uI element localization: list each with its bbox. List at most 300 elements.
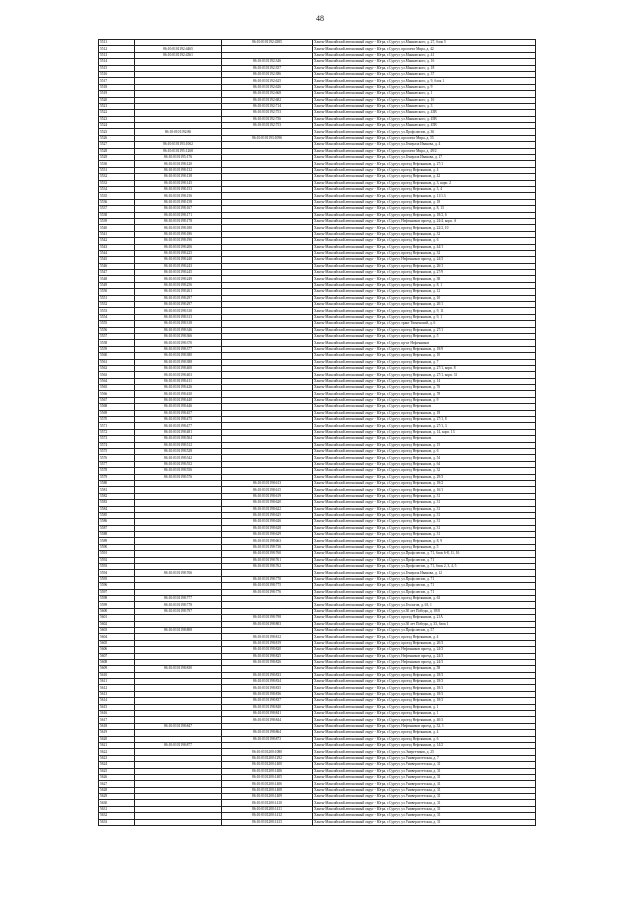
- cadastral-number-cell: 86:10:0101198:370: [135, 340, 222, 346]
- address-cell: Ханты-Мансийский автономный округ - Югра, г.Сургут, проезд Нефтяников, д. 27/1: [313, 327, 536, 333]
- row-number-cell: 5567: [99, 397, 135, 403]
- row-number-cell: 5543: [99, 244, 135, 250]
- address-cell: Ханты-Мансийский автономный округ - Югра, г.Сургут, проезд Нефтяников, д. 22/2, 10: [313, 225, 536, 231]
- row-number-cell: 5521: [99, 103, 135, 109]
- row-number-cell: 5623: [99, 755, 135, 761]
- cadastral-number-cell: 86:10:0101192:4361: [135, 52, 222, 58]
- row-number-cell: 5525: [99, 129, 135, 135]
- cadastral-number-cell: 86:10:0101198:446: [135, 404, 222, 410]
- row-number-cell: 5559: [99, 346, 135, 352]
- row-number-cell: 5539: [99, 218, 135, 224]
- building-cadastral-number-cell: 86:10:0101200:1406: [222, 781, 313, 787]
- row-number-cell: 5587: [99, 525, 135, 531]
- address-cell: Ханты-Мансийский автономный округ - Югра, г.Сургут, ул.Университетская, д. 31: [313, 787, 536, 793]
- row-number-cell: 5564: [99, 378, 135, 384]
- cadastral-number-cell: 86:10:0101198:430: [135, 391, 222, 397]
- address-cell: Ханты-Мансийский автономный округ - Югра, г.Сургут, проезд Нефтяников, д. 10: [313, 295, 536, 301]
- building-cadastral-number-cell: 86:10:0101200:1410: [222, 800, 313, 806]
- address-cell: Ханты-Мансийский автономный округ - Югра, г.Сургут, проезд Нефтяников, д. 27/1: [313, 161, 536, 167]
- address-cell: Ханты-Мансийский автономный округ - Югра, г.Сургут, проезд Нефтяников, д. 11/1.3: [313, 193, 536, 199]
- row-number-cell: 5552: [99, 302, 135, 308]
- address-cell: Ханты-Мансийский автономный округ - Югра, г.Сургут, проезд Нефтяников, д. 58: [313, 666, 536, 672]
- address-cell: Ханты-Мансийский автономный округ - Югра, г.Сургут, ул.Маяковского, д. 16: [313, 59, 536, 65]
- row-number-cell: 5575: [99, 449, 135, 455]
- row-number-cell: 5582: [99, 493, 135, 499]
- address-cell: Ханты-Мансийский автономный округ - Югра, г.Сургут, проезд Нефтяников, д. 8, 1: [313, 282, 536, 288]
- building-cadastral-number-cell: 86:10:0101198:833: [222, 672, 313, 678]
- building-cadastral-number-cell: 86:10:0101198:798: [222, 615, 313, 621]
- building-cadastral-number-cell: 86:10:0101198:775: [222, 583, 313, 589]
- address-cell: Ханты-Мансийский автономный округ - Югра, г.Сургут, проезд Нефтяников, д. 15: [313, 442, 536, 448]
- row-number-cell: 5611: [99, 679, 135, 685]
- address-cell: Ханты-Мансийский автономный округ - Югра, г.Сургут, проезд Нефтяников, д. 31: [313, 493, 536, 499]
- building-cadastral-number-cell: 86:10:0101192:756: [222, 116, 313, 122]
- row-number-cell: 5603: [99, 627, 135, 633]
- row-number-cell: 5626: [99, 774, 135, 780]
- address-cell: Ханты-Мансийский автономный округ - Югра, г.Сургут, проспект Мира, д. 55: [313, 135, 536, 141]
- row-number-cell: 5606: [99, 647, 135, 653]
- building-cadastral-number-cell: 86:10:0101198:613: [222, 480, 313, 486]
- row-number-cell: 5522: [99, 110, 135, 116]
- address-cell: Ханты-Мансийский автономный округ - Югра, г.Сургут, проезд Нефтяников, д. 32: [313, 468, 536, 474]
- cadastral-number-cell: 86:10:0101198:400: [135, 365, 222, 371]
- row-number-cell: 5551: [99, 295, 135, 301]
- address-cell: Ханты-Мансийский автономный округ - Югра, г.Сургут, ул.Университетская, д. 31: [313, 813, 536, 819]
- address-cell: Ханты-Мансийский автономный округ - Югра, г.Сургут, ул.30 лет Победы, д. 33, блок 1: [313, 621, 536, 627]
- cadastral-number-cell: 86:10:0101198:196: [135, 238, 222, 244]
- address-cell: Ханты-Мансийский автономный округ - Югра, г.Сургут, проезд Нефтяников, д. 31: [313, 506, 536, 512]
- building-cadastral-number-cell: 86:10:0101198:836: [222, 691, 313, 697]
- row-number-cell: 5576: [99, 455, 135, 461]
- address-cell: Ханты-Мансийский автономный округ - Югра, г.Сургут, проезд Нефтяников, д. 4: [313, 167, 536, 173]
- row-number-cell: 5593: [99, 564, 135, 570]
- address-cell: Ханты-Мансийский автономный округ - Югра, г.Сургут, проезд Нефтяников, д. 18/2, 6: [313, 212, 536, 218]
- address-cell: Ханты-Мансийский автономный округ - Югра, г.Сургут, проезд Нефтяников, д. 31: [313, 512, 536, 518]
- address-cell: Ханты-Мансийский автономный округ - Югра, г.Сургут, проезд Нефтяников, д. 20/3: [313, 640, 536, 646]
- row-number-cell: 5534: [99, 186, 135, 192]
- address-cell: Ханты-Мансийский автономный округ - Югра, г.Сургут, проезд Нефтяников: [313, 436, 536, 442]
- building-cadastral-number-cell: 86:10:0101198:736: [222, 544, 313, 550]
- row-number-cell: 5586: [99, 519, 135, 525]
- building-cadastral-number-cell: 86:10:0101193:1096: [222, 135, 313, 141]
- address-cell: Ханты-Мансийский автономный округ - Югра, г.Сургут, проезд Нефтяников, д. 18/3: [313, 691, 536, 697]
- building-cadastral-number-cell: 86:10:0101200:1400: [222, 762, 313, 768]
- cadastral-number-cell: 86:10:0101198:245: [135, 270, 222, 276]
- cadastral-number-cell: 86:10:0101198:156: [135, 193, 222, 199]
- row-number-cell: 5585: [99, 512, 135, 518]
- address-cell: Ханты-Мансийский автономный округ - Югра, г.Сургут, проезд Нефтяников, д. 1: [313, 711, 536, 717]
- row-number-cell: 5620: [99, 736, 135, 742]
- row-number-cell: 5555: [99, 321, 135, 327]
- building-cadastral-number-cell: 86:10:0101198:803: [222, 621, 313, 627]
- row-number-cell: 5594: [99, 570, 135, 576]
- row-number-cell: 5535: [99, 193, 135, 199]
- cadastral-number-cell: 86:10:0101198:528: [135, 449, 222, 455]
- address-cell: Ханты-Мансийский автономный округ - Югра, г.Сургут, проезд Нефтяников, д. 4: [313, 730, 536, 736]
- building-cadastral-number-cell: 86:10:0101192:386: [222, 71, 313, 77]
- address-cell: Ханты-Мансийский автономный округ - Югра, г.Сургут, ул.Профсоюзов, д. 36: [313, 129, 536, 135]
- cadastral-number-cell: 86:10:0101198:504: [135, 436, 222, 442]
- row-number-cell: 5616: [99, 711, 135, 717]
- row-number-cell: 5537: [99, 206, 135, 212]
- address-cell: Ханты-Мансийский автономный округ - Югра, г.Сургут, ул.Маяковского, д. 37: [313, 71, 536, 77]
- row-number-cell: 5596: [99, 583, 135, 589]
- row-number-cell: 5595: [99, 576, 135, 582]
- cadastral-number-cell: 86:10:0101198:261: [135, 289, 222, 295]
- building-cadastral-number-cell: 86:10:0101192:625: [222, 78, 313, 84]
- address-cell: Ханты-Мансийский автономный округ - Югра, г.Сургут, ул.Университетская, д. 31: [313, 819, 536, 825]
- row-number-cell: 5529: [99, 155, 135, 161]
- building-cadastral-number-cell: 86:10:0101198:762: [222, 564, 313, 570]
- address-cell: Ханты-Мансийский автономный округ - Югра, г.Сургут, проезд Нефтяников, д. 3, 4: [313, 186, 536, 192]
- address-cell: Ханты-Мансийский автономный округ - Югра, г.Сургут, проезд Нефтяников, д. 26/1: [313, 263, 536, 269]
- address-cell: Ханты-Мансийский автономный округ - Югра, г.Сургут, проспект Мира, д. 49/2: [313, 148, 536, 154]
- row-number-cell: 5513: [99, 52, 135, 58]
- address-cell: Ханты-Мансийский автономный округ - Югра, г.Сургут, ул.Университетская, д. 31: [313, 781, 536, 787]
- cadastral-number-cell: 86:10:0101198:206: [135, 244, 222, 250]
- cadastral-number-cell: 86:10:0101198:256: [135, 282, 222, 288]
- row-number-cell: 5517: [99, 78, 135, 84]
- row-number-cell: 5520: [99, 97, 135, 103]
- cadastral-number-cell: 86:10:0101198:297: [135, 295, 222, 301]
- address-cell: Ханты-Мансийский автономный округ - Югра, г.Сургут, проезд Нефтяников, д. 5: [313, 333, 536, 339]
- address-cell: Ханты-Мансийский автономный округ - Югра, г.Сургут, проезд Нефтяников, д. 76: [313, 385, 536, 391]
- address-cell: Ханты-Мансийский автономный округ - Югра, г.Сургут, проезд Нефтяников, д. 20/1: [313, 302, 536, 308]
- address-cell: Ханты-Мансийский автономный округ - Югра, г.Сургут, проезд Нефтяников, д. 27/1, корп. 8: [313, 365, 536, 371]
- row-number-cell: 5547: [99, 270, 135, 276]
- building-cadastral-number-cell: 86:10:0101198:819: [222, 640, 313, 646]
- cadastral-number-cell: 86:10:0101192:4465: [135, 46, 222, 52]
- cadastral-number-cell: 86:10:0101198:403: [135, 372, 222, 378]
- cadastral-number-cell: 86:10:0101198:138: [135, 174, 222, 180]
- building-cadastral-number-cell: 86:10:0101192:753: [222, 123, 313, 129]
- building-cadastral-number-cell: 86:10:0101200:1292: [222, 755, 313, 761]
- building-cadastral-number-cell: 86:10:0101198:873: [222, 736, 313, 742]
- row-number-cell: 5515: [99, 65, 135, 71]
- address-cell: Ханты-Мансийский автономный округ - Югра, г.Сургут, проезд Нефтяников, д. 18/2: [313, 480, 536, 486]
- address-cell: Ханты-Мансийский автономный округ - Югра, г.Сургут, ул.Маяковского, д. 18: [313, 65, 536, 71]
- row-number-cell: 5514: [99, 59, 135, 65]
- row-number-cell: 5528: [99, 148, 135, 154]
- cadastral-number-cell: 86:10:0101198:542: [135, 455, 222, 461]
- address-cell: Ханты-Мансийский автономный округ - Югра, г.Сургут, проезд Нефтяников, д. 8, 13: [313, 206, 536, 212]
- building-cadastral-number-cell: 86:10:0101200:1409: [222, 794, 313, 800]
- building-cadastral-number-cell: 86:10:0101198:620: [222, 500, 313, 506]
- building-cadastral-number-cell: 86:10:0101198:776: [222, 589, 313, 595]
- row-number-cell: 5542: [99, 238, 135, 244]
- address-cell: Ханты-Мансийский автономный округ - Югра, г.Сургут, проезд Нефтяников, д. 31: [313, 519, 536, 525]
- row-number-cell: 5592: [99, 557, 135, 563]
- cadastral-number-cell: 86:10:0101198:877: [135, 742, 222, 748]
- building-cadastral-number-cell: 86:10:0101198:837: [222, 698, 313, 704]
- row-number-cell: 5598: [99, 595, 135, 601]
- cadastral-number-cell: 86:10:0101198:475: [135, 417, 222, 423]
- row-number-cell: 5553: [99, 308, 135, 314]
- cadastral-number-cell: 86:10:0101198:297: [135, 302, 222, 308]
- cadastral-number-cell: 86:10:0101198:377: [135, 346, 222, 352]
- row-number-cell: 5563: [99, 372, 135, 378]
- building-cadastral-number-cell: 86:10:0101200:1405: [222, 774, 313, 780]
- building-cadastral-number-cell: 86:10:0101198:619: [222, 493, 313, 499]
- building-cadastral-number-cell: 86:10:0101198:835: [222, 685, 313, 691]
- cadastral-number-cell: 86:10:0101198:243: [135, 263, 222, 269]
- building-cadastral-number-cell: 86:10:0101200:1406: [222, 768, 313, 774]
- row-number-cell: 5549: [99, 282, 135, 288]
- address-cell: Ханты-Мансийский автономный округ - Югра, г.Сургут, ул.Генерала Иванова, д. 17: [313, 155, 536, 161]
- cadastral-number-cell: 86:10:0101198:388: [135, 359, 222, 365]
- building-cadastral-number-cell: 86:10:0101198:626: [222, 519, 313, 525]
- row-number-cell: 5523: [99, 116, 135, 122]
- address-cell: Ханты-Мансийский автономный округ - Югра, г.Сургут, проезд Нефтяников, д. 10: [313, 353, 536, 359]
- building-cadastral-number-cell: 86:10:0101198:840: [222, 704, 313, 710]
- address-cell: Ханты-Мансийский автономный округ - Югра, г.Сургут, Нефтяников проезд, д. 24/4, корп. А: [313, 218, 536, 224]
- row-number-cell: 5516: [99, 71, 135, 77]
- cadastral-number-cell: 86:10:0101198:171: [135, 212, 222, 218]
- row-number-cell: 5599: [99, 602, 135, 608]
- address-cell: Ханты-Мансийский автономный округ - Югра, г.Сургут, ул.30 лет Победы, д. 18/8: [313, 608, 536, 614]
- address-cell: Ханты-Мансийский автономный округ - Югра, г.Сургут, проезд Нефтяников, д. 18/3: [313, 679, 536, 685]
- cadastral-number-cell: 86:10:0101193:1062: [135, 142, 222, 148]
- cadastral-number-cell: 86:10:0101198:411: [135, 378, 222, 384]
- address-cell: Ханты-Мансийский автономный округ - Югра, г.Сургут, проезд Нефтяников, д. 9, 11: [313, 308, 536, 314]
- row-number-cell: 5601: [99, 615, 135, 621]
- row-number-cell: 5579: [99, 474, 135, 480]
- cadastral-number-cell: 86:10:0101198:180: [135, 225, 222, 231]
- address-cell: Ханты-Мансийский автономный округ - Югра, г.Сургут, проезд Нефтяников, д. 27/1, корп. 31: [313, 372, 536, 378]
- address-cell: Ханты-Мансийский автономный округ - Югра, г.Сургут, Нефтяников проезд, д. 24/3: [313, 647, 536, 653]
- building-cadastral-number-cell: 86:10:0101192:346: [222, 59, 313, 65]
- building-cadastral-number-cell: 86:10:0101192:4385: [222, 40, 313, 46]
- row-number-cell: 5604: [99, 634, 135, 640]
- row-number-cell: 5615: [99, 704, 135, 710]
- address-cell: Ханты-Мансийский автономный округ - Югра, г.Сургут, ул.Маяковского, д. 1: [313, 91, 536, 97]
- address-cell: Ханты-Мансийский автономный округ - Югра, г.Сургут, проезд Нефтяников, д. 18: [313, 199, 536, 205]
- row-number-cell: 5574: [99, 442, 135, 448]
- cadastral-number-cell: 86:10:0101198:132: [135, 167, 222, 173]
- building-cadastral-number-cell: 86:10:0101200:1413: [222, 819, 313, 825]
- address-cell: Ханты-Мансийский автономный округ - Югра, г.Сургут, ул.Университетская, д. 31: [313, 794, 536, 800]
- building-cadastral-number-cell: 86:10:0101198:825: [222, 653, 313, 659]
- row-number-cell: 5614: [99, 698, 135, 704]
- building-cadastral-number-cell: 86:10:0101198:625: [222, 512, 313, 518]
- building-cadastral-number-cell: 86:10:0101198:770: [222, 576, 313, 582]
- row-number-cell: 5572: [99, 429, 135, 435]
- address-cell: Ханты-Мансийский автономный округ - Югра, г.Сургут, ул.Профсоюзов, д. 71: [313, 589, 536, 595]
- row-number-cell: 5545: [99, 257, 135, 263]
- address-cell: Ханты-Мансийский автономный округ - Югра, г.Сургут, ул.Маяковского, д. 45В: [313, 116, 536, 122]
- address-cell: Ханты-Мансийский автономный округ - Югра, г.Сургут, проезд Нефтяников, д. 18/3: [313, 685, 536, 691]
- cadastral-number-cell: 86:10:0101198:778: [135, 602, 222, 608]
- registry-table: [98, 39, 536, 826]
- building-cadastral-number-cell: 86:10:0101198:622: [222, 506, 313, 512]
- row-number-cell: 5633: [99, 819, 135, 825]
- row-number-cell: 5588: [99, 532, 135, 538]
- building-cadastral-number-cell: 86:10:0101192:714: [222, 103, 313, 109]
- building-cadastral-number-cell: 86:10:0101198:834: [222, 679, 313, 685]
- building-cadastral-number-cell: 86:10:0101200:1080: [222, 749, 313, 755]
- address-cell: Ханты-Мансийский автономный округ - Югра, г.Сургут, ул.Маяковского, д. 9: [313, 84, 536, 90]
- row-number-cell: 5605: [99, 640, 135, 646]
- row-number-cell: 5607: [99, 653, 135, 659]
- address-cell: Ханты-Мансийский автономный округ - Югра, г.Сургут, ул.Профсоюзов, д. 71, блок 6-8, 11, 16: [313, 551, 536, 557]
- row-number-cell: 5597: [99, 589, 135, 595]
- row-number-cell: 5571: [99, 423, 135, 429]
- cadastral-number-cell: 86:10:0101198:552: [135, 461, 222, 467]
- address-cell: Ханты-Мансийский автономный округ - Югра, г.Сургут, проезд Нефтяников, д. 44/1: [313, 244, 536, 250]
- address-cell: Ханты-Мансийский автономный округ - Югра, г.Сургут, ул.Генерала Иванова, д. 4: [313, 142, 536, 148]
- address-cell: Ханты-Мансийский автономный округ - Югра, г.Сургут, ул.Университетская, д. 31: [313, 774, 536, 780]
- building-cadastral-number-cell: 86:10:0101198:826: [222, 659, 313, 665]
- address-cell: Ханты-Мансийский автономный округ - Югра, г.Сургут, Нефтяников проезд, д. 24/3: [313, 659, 536, 665]
- row-number-cell: 5530: [99, 161, 135, 167]
- address-cell: Ханты-Мансийский автономный округ - Югра, г.Сургут, проезд Нефтяников, д. 12: [313, 289, 536, 295]
- address-cell: Ханты-Мансийский автономный округ - Югра, г.Сургут, проезд Нефтяников, д. 18: [313, 410, 536, 416]
- address-cell: Ханты-Мансийский автономный округ - Югра, г.Сургут, проезд Нефтяников, д. 16/1: [313, 487, 536, 493]
- address-cell: Ханты-Мансийский автономный округ - Югра, г.Сургут, проезд Нефтяников, д. 9: [313, 397, 536, 403]
- row-number-cell: 5557: [99, 333, 135, 339]
- address-cell: Ханты-Мансийский автономный округ - Югра, г.Сургут, проезд Нефтяников, д. 18/3: [313, 698, 536, 704]
- address-cell: Ханты-Мансийский автономный округ - Югра, г.Сургут, проезд Нефтяников, д. 14/2: [313, 742, 536, 748]
- building-cadastral-number-cell: 86:10:0101198:820: [222, 647, 313, 653]
- row-number-cell: 5558: [99, 340, 135, 346]
- cadastral-number-cell: 86:10:0101198:318: [135, 321, 222, 327]
- row-number-cell: 5590: [99, 544, 135, 550]
- address-cell: Ханты-Мансийский автономный округ - Югра, г.Сургут, Нефтяников проезд, д. 24/3: [313, 257, 536, 263]
- building-cadastral-number-cell: 86:10:0101192:682: [222, 97, 313, 103]
- row-number-cell: 5625: [99, 768, 135, 774]
- address-cell: Ханты-Мансийский автономный округ - Югра, г.Сургут, ул.Маяковского, д. 9, блок 1: [313, 78, 536, 84]
- address-cell: Ханты-Мансийский автономный округ - Югра, г.Сургут, ул.Профсоюзов, д. 71: [313, 583, 536, 589]
- table-row: [99, 819, 536, 825]
- cadastral-number-cell: 86:10:0101198:310: [135, 308, 222, 314]
- address-cell: Ханты-Мансийский автономный округ - Югра, г.Сургут, проезд Нефтяников, д. 63: [313, 595, 536, 601]
- row-number-cell: 5527: [99, 142, 135, 148]
- row-number-cell: 5600: [99, 608, 135, 614]
- building-cadastral-number-cell: 86:10:0101200:1411: [222, 806, 313, 812]
- address-cell: Ханты-Мансийский автономный округ - Югра, г.Сургут, ул.Маяковского, д. 43В: [313, 110, 536, 116]
- address-cell: Ханты-Мансийский автономный округ - Югра, г.Сургут, ул.Маяковского, д. 41: [313, 52, 536, 58]
- page-number: 48: [316, 14, 324, 23]
- row-number-cell: 5618: [99, 723, 135, 729]
- cadastral-number-cell: [135, 819, 222, 825]
- address-cell: Ханты-Мансийский автономный округ - Югра, г.Сургут, пр-кт Нефтяников: [313, 340, 536, 346]
- cadastral-number-cell: 86:10:0101198:120: [135, 161, 222, 167]
- address-cell: Ханты-Мансийский автономный округ - Югра, г.Сургут, проезд Нефтяников, д. 14, корп. 13: [313, 429, 536, 435]
- cadastral-number-cell: 86:10:0101198:808: [135, 627, 222, 633]
- row-number-cell: 5538: [99, 212, 135, 218]
- building-cadastral-number-cell: 86:10:0101200:1412: [222, 813, 313, 819]
- address-cell: Ханты-Мансийский автономный округ - Югра, г.Сургут, проезд Нефтяников, д. 6: [313, 736, 536, 742]
- address-cell: Ханты-Мансийский автономный округ - Югра, г.Сургут, ул.Университетская, д. 31: [313, 762, 536, 768]
- cadastral-number-cell: 86:10:0101198:481: [135, 429, 222, 435]
- row-number-cell: 5589: [99, 538, 135, 544]
- row-number-cell: 5524: [99, 123, 135, 129]
- row-number-cell: 5568: [99, 404, 135, 410]
- row-number-cell: 5630: [99, 800, 135, 806]
- row-number-cell: 5624: [99, 762, 135, 768]
- row-number-cell: 5546: [99, 263, 135, 269]
- cadastral-number-cell: 86:10:0101198:186: [135, 231, 222, 237]
- cadastral-number-cell: 86:10:0101198:167: [135, 206, 222, 212]
- cadastral-number-cell: 86:10:0101198:576: [135, 474, 222, 480]
- address-cell: Ханты-Мансийский автономный округ - Югра, г.Сургут, ул.Профсоюзов, д. 71, блок 2, 3, 4, 5: [313, 564, 536, 570]
- address-cell: Ханты-Мансийский автономный округ - Югра, г.Сургут, ул.Генерала Иванова, д. 12: [313, 570, 536, 576]
- row-number-cell: 5526: [99, 135, 135, 141]
- cadastral-number-cell: 86:10:0101198:830: [135, 666, 222, 672]
- cadastral-number-cell: 86:10:0101198:153: [135, 186, 222, 192]
- building-cadastral-number-cell: 86:10:0101192:626: [222, 84, 313, 90]
- building-cadastral-number-cell: 86:10:0101198:864: [222, 730, 313, 736]
- address-cell: Ханты-Мансийский автономный округ - Югра, г.Сургут, проезд Нефтяников, д. 42: [313, 174, 536, 180]
- cadastral-number-cell: 86:10:0101198:556: [135, 468, 222, 474]
- cadastral-number-cell: 86:10:0101198:797: [135, 608, 222, 614]
- address-cell: Ханты-Мансийский автономный округ - Югра, г.Сургут, ул.Университетская, д. 31: [313, 800, 536, 806]
- row-number-cell: 5566: [99, 391, 135, 397]
- cadastral-number-cell: 86:10:0101198:158: [135, 199, 222, 205]
- address-cell: Ханты-Мансийский автономный округ - Югра, г.Сургут, проезд Нефтяников, д. 29/3: [313, 474, 536, 480]
- row-number-cell: 5512: [99, 46, 135, 52]
- row-number-cell: 5519: [99, 91, 135, 97]
- address-cell: Ханты-Мансийский автономный округ - Югра, г.Сургут, проезд Нефтяников: [313, 404, 536, 410]
- address-cell: Ханты-Мансийский автономный округ - Югра, г.Сургут, проезд Нефтяников, д. 6: [313, 238, 536, 244]
- address-cell: Ханты-Мансийский автономный округ - Югра, г.Сургут, проезд Нефтяников, д. 6: [313, 449, 536, 455]
- cadastral-number-cell: 86:10:0101198:240: [135, 257, 222, 263]
- row-number-cell: 5602: [99, 621, 135, 627]
- row-number-cell: 5554: [99, 314, 135, 320]
- building-cadastral-number-cell: 86:10:0101192:668: [222, 91, 313, 97]
- row-number-cell: 5536: [99, 199, 135, 205]
- building-cadastral-number-cell: 86:10:0101192:357: [222, 65, 313, 71]
- address-cell: Ханты-Мансийский автономный округ - Югра, г.Сургут, проезд Нефтяников, д. 18/3: [313, 672, 536, 678]
- row-number-cell: 5548: [99, 276, 135, 282]
- cadastral-number-cell: 86:10:0101198:847: [135, 723, 222, 729]
- cadastral-number-cell: 86:10:0101198:145: [135, 180, 222, 186]
- row-number-cell: 5632: [99, 813, 135, 819]
- cadastral-number-cell: 86:10:0101198:440: [135, 397, 222, 403]
- address-cell: Ханты-Мансийский автономный округ - Югра, г.Сургут, проезд Нефтяников, д. 5: [313, 544, 536, 550]
- row-number-cell: 5573: [99, 436, 135, 442]
- row-number-cell: 5581: [99, 487, 135, 493]
- building-cadastral-number-cell: 86:10:0101198:761: [222, 557, 313, 563]
- cadastral-number-cell: 86:10:0101198:380: [135, 353, 222, 359]
- address-cell: Ханты-Мансийский автономный округ - Югра, г.Сургут, Нефтяников проезд, д. 32, 1: [313, 723, 536, 729]
- address-cell: Ханты-Мансийский автономный округ - Югра, г.Сургут, ул.Профсоюзов, д. 57: [313, 627, 536, 633]
- address-cell: Ханты-Мансийский автономный округ - Югра, г.Сургут, проезд Нефтяников, д. 27/1, 8: [313, 417, 536, 423]
- building-cadastral-number-cell: 86:10:0101198:628: [222, 525, 313, 531]
- cadastral-number-cell: 86:10:0101198:457: [135, 410, 222, 416]
- address-cell: Ханты-Мансийский автономный округ - Югра, г.Сургут, проезд Нефтяников, д. 27/1, 3: [313, 423, 536, 429]
- building-cadastral-number-cell: 86:10:0101198:760: [222, 551, 313, 557]
- row-number-cell: 5583: [99, 500, 135, 506]
- building-cadastral-number-cell: 86:10:0101198:663: [222, 538, 313, 544]
- row-number-cell: 5540: [99, 225, 135, 231]
- cadastral-number-cell: 86:10:0101198:512: [135, 442, 222, 448]
- cadastral-number-cell: 86:10:0101198:426: [135, 385, 222, 391]
- address-cell: Ханты-Мансийский автономный округ - Югра, г.Сургут, тракт Тюменский, д. 6: [313, 321, 536, 327]
- cadastral-number-cell: 86:10:0101198:225: [135, 250, 222, 256]
- row-number-cell: 5544: [99, 250, 135, 256]
- address-cell: Ханты-Мансийский автономный округ - Югра, г.Сургут, проезд Нефтяников, д. 27/9: [313, 270, 536, 276]
- address-cell: Ханты-Мансийский автономный округ - Югра, г.Сургут, проезд Нефтяников, д. 3, корп. 2: [313, 180, 536, 186]
- row-number-cell: 5533: [99, 180, 135, 186]
- address-cell: Ханты-Мансийский автономный округ - Югра, г.Сургут, проезд Нефтяников, д. 1: [313, 704, 536, 710]
- building-cadastral-number-cell: 86:10:0101198:615: [222, 487, 313, 493]
- row-number-cell: 5609: [99, 666, 135, 672]
- address-cell: Ханты-Мансийский автономный округ - Югра, г.Сургут, проезд Нефтяников, д. 14: [313, 378, 536, 384]
- address-cell: Ханты-Мансийский автономный округ - Югра, г.Сургут, проезд Нефтяников, д. 31: [313, 532, 536, 538]
- cadastral-number-cell: 86:10:0101198:777: [135, 595, 222, 601]
- registry-table-body: [99, 40, 536, 826]
